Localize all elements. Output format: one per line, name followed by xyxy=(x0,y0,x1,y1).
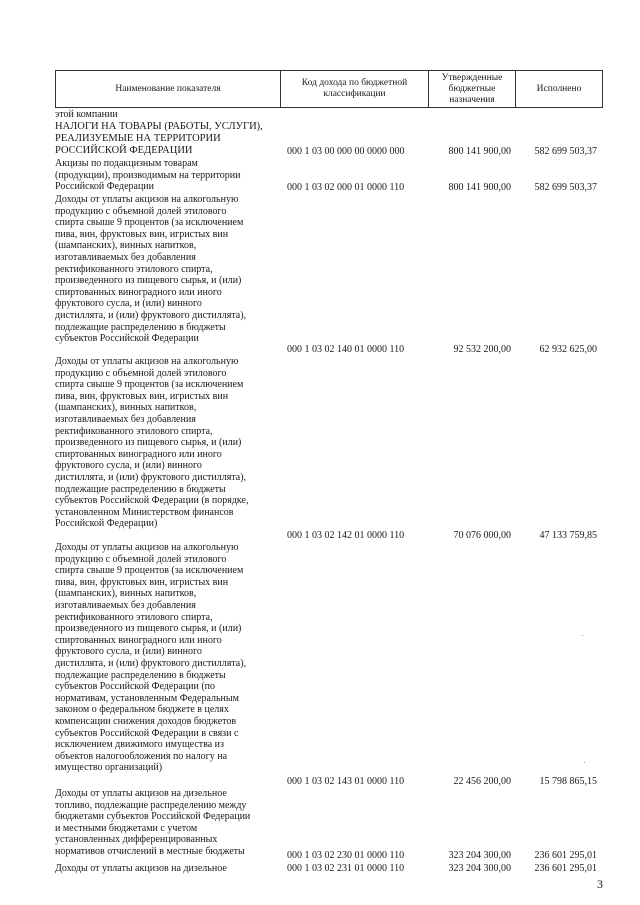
row-name-line: спиртованных виноградного или иного xyxy=(55,286,222,298)
row-name-line: Акцизы по подакцизным товарам xyxy=(55,158,198,169)
row-name xyxy=(55,194,279,345)
row-name-line: нормативов отчислений в местные бюджеты xyxy=(55,845,245,857)
row-name xyxy=(55,542,279,774)
row-name-line: установленных дифференцированных xyxy=(55,834,218,846)
row-code: 000 1 03 02 231 01 0000 110 xyxy=(287,863,405,874)
row-executed: 62 932 625,00 xyxy=(539,344,597,355)
row-executed: 236 601 295,01 xyxy=(534,850,597,861)
row-approved: 800 141 900,00 xyxy=(448,182,511,193)
row-name-line: спиртованных виноградного или иного xyxy=(55,448,222,460)
row-name-line: изготавливаемых без добавления xyxy=(55,251,196,263)
row-name-line: Доходы от уплаты акцизов на дизельное xyxy=(55,788,227,799)
row-name-line: фруктового сусла, и (или) винного xyxy=(55,298,202,310)
row-name-line: законом о федеральном бюджете в целях xyxy=(55,704,229,716)
row-name-line: спирта свыше 9 процентов (за исключением xyxy=(55,565,244,577)
row-executed: 582 699 503,37 xyxy=(534,146,597,157)
row-name-line: Доходы от уплаты акцизов на алкогольную xyxy=(55,356,239,367)
row-name-line: продукцию с объемной долей этилового xyxy=(55,205,227,217)
row-name-line: нормативам, установленным Федеральным xyxy=(55,692,239,704)
row-code: 000 1 03 02 140 01 0000 110 xyxy=(287,344,405,355)
row-name-line: фруктового сусла, и (или) винного xyxy=(55,646,202,658)
row-name-line: установленном Министерством финансов xyxy=(55,506,234,518)
row-name-line: дистиллята, и (или) фруктового дистиллята), xyxy=(55,471,247,483)
row-name-line: произведенного из пищевого сырья, и (или) xyxy=(55,437,242,449)
row-name-line: пива, вин, фруктовых вин, игристых вин xyxy=(55,390,229,402)
row-name-line: спирта свыше 9 процентов (за исключением xyxy=(55,379,244,391)
row-code: 000 1 03 00 000 00 0000 000 xyxy=(287,146,405,157)
row-name xyxy=(55,121,279,157)
header-indicator-name: Наименование показателя xyxy=(56,71,281,107)
row-name-line: Российской Федерации xyxy=(55,181,155,193)
row-code: 000 1 03 02 143 01 0000 110 xyxy=(287,776,405,787)
row-name-line: (шампанских), винных напитков, xyxy=(55,402,197,414)
row-name-line: фруктового сусла, и (или) винного xyxy=(55,460,202,472)
row-name-line: бюджетами субъектов Российской Федерации xyxy=(55,811,251,823)
row-name-line: субъектов Российской Федерации (в порядке, xyxy=(55,495,249,507)
row-name-line: спирта свыше 9 процентов (за исключением xyxy=(55,217,244,229)
row-approved: 323 204 300,00 xyxy=(448,863,511,874)
row-name-line: имущество организаций) xyxy=(55,762,163,774)
scan-speck xyxy=(582,635,583,636)
row-name-line: субъектов Российской Федерации (по xyxy=(55,681,215,693)
row-name-line: Российской Федерации) xyxy=(55,518,158,530)
row-name-line: Доходы от уплаты акцизов на алкогольную xyxy=(55,194,239,205)
row-name-line: объектов налогообложения по налогу на xyxy=(55,750,228,762)
row-name-line: дистиллята, и (или) фруктового дистиллята), xyxy=(55,309,247,321)
row-name-line: ректификованного этилового спирта, xyxy=(55,425,213,437)
row-name-line: и местными бюджетами с учетом xyxy=(55,822,198,834)
row-name-line: топливо, подлежащие распределению между xyxy=(55,799,247,811)
row-name-line: изготавливаемых без добавления xyxy=(55,599,196,611)
row-approved: 800 141 900,00 xyxy=(448,146,511,157)
row-name-line: спиртованных виноградного или иного xyxy=(55,634,222,646)
row-name-line: произведенного из пищевого сырья, и (или) xyxy=(55,623,242,635)
row-name-line: (шампанских), винных напитков, xyxy=(55,588,197,600)
header-executed: Исполнено xyxy=(536,83,582,94)
row-name-line: пива, вин, фруктовых вин, игристых вин xyxy=(55,576,229,588)
row-name xyxy=(55,158,279,193)
header-income-code: Код дохода по бюджетной классификации xyxy=(281,71,429,107)
row-approved: 70 076 000,00 xyxy=(453,530,511,541)
row-name-line: субъектов Российской Федерации в связи с xyxy=(55,727,239,739)
row-name-line: произведенного из пищевого сырья, и (или) xyxy=(55,275,242,287)
row-executed: 582 699 503,37 xyxy=(534,182,597,193)
row-executed: 15 798 865,15 xyxy=(539,776,597,787)
header-approved: Утвержденные бюджетные назначения xyxy=(429,71,516,107)
row-name-line: этой компании xyxy=(55,109,118,120)
row-code: 000 1 03 02 142 01 0000 110 xyxy=(287,530,405,541)
row-name-line: РЕАЛИЗУЕМЫЕ НА ТЕРРИТОРИИ xyxy=(55,133,221,144)
row-name xyxy=(55,788,279,858)
row-name-line: исключением движимого имущества из xyxy=(55,739,224,751)
row-executed: 236 601 295,01 xyxy=(534,863,597,874)
row-name xyxy=(55,863,279,875)
row-approved: 323 204 300,00 xyxy=(448,850,511,861)
row-name-line: изготавливаемых без добавления xyxy=(55,413,196,425)
page-number: 3 xyxy=(597,877,603,891)
row-name-line: (продукции), производимым на территории xyxy=(55,169,241,181)
row-name-line: компенсации снижения доходов бюджетов xyxy=(55,715,237,727)
row-executed: 47 133 759,85 xyxy=(539,530,597,541)
row-name-line: продукцию с объемной долей этилового xyxy=(55,367,227,379)
row-name xyxy=(55,109,279,121)
row-name xyxy=(55,356,279,530)
row-approved: 92 532 200,00 xyxy=(453,344,511,355)
row-name-line: ректификованного этилового спирта, xyxy=(55,611,213,623)
table-header xyxy=(55,70,603,108)
row-name-line: Доходы от уплаты акцизов на алкогольную xyxy=(55,542,239,553)
row-name-line: подлежащие распределению в бюджеты xyxy=(55,321,226,333)
row-approved: 22 456 200,00 xyxy=(453,776,511,787)
row-code: 000 1 03 02 230 01 0000 110 xyxy=(287,850,405,861)
row-name-line: ректификованного этилового спирта, xyxy=(55,263,213,275)
row-name-line: пива, вин, фруктовых вин, игристых вин xyxy=(55,228,229,240)
row-name-line: (шампанских), винных напитков, xyxy=(55,240,197,252)
row-name-line: НАЛОГИ НА ТОВАРЫ (РАБОТЫ, УСЛУГИ), xyxy=(55,121,263,132)
scan-speck xyxy=(584,762,585,763)
row-name-line: подлежащие распределению в бюджеты xyxy=(55,669,226,681)
row-name-line: Доходы от уплаты акцизов на дизельное xyxy=(55,863,227,874)
row-name-line: подлежащие распределению в бюджеты xyxy=(55,483,226,495)
row-name-line: продукцию с объемной долей этилового xyxy=(55,553,227,565)
row-name-line: РОССИЙСКОЙ ФЕДЕРАЦИИ xyxy=(55,145,193,156)
row-name-line: субъектов Российской Федерации xyxy=(55,333,199,345)
row-name-line: дистиллята, и (или) фруктового дистиллята), xyxy=(55,657,247,669)
row-code: 000 1 03 02 000 01 0000 110 xyxy=(287,182,405,193)
